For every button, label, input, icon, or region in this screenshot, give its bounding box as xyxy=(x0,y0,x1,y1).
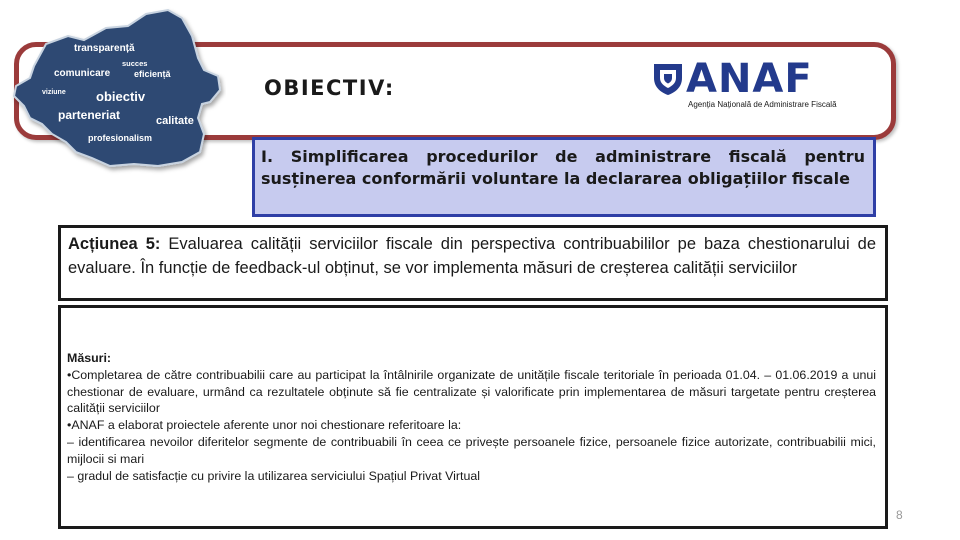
map-word-2: succes xyxy=(122,59,148,68)
map-word-4: eficiență xyxy=(134,69,171,79)
map-word-8: calitate xyxy=(156,115,194,127)
map-word-5: viziune xyxy=(42,89,66,96)
objective-box xyxy=(252,137,876,217)
measures-title: Măsuri: xyxy=(67,351,112,365)
anaf-logo xyxy=(650,56,870,112)
measure-item: – gradul de satisfacție cu privire la utilizarea serviciului Spațiul Privat Virtual xyxy=(67,468,480,483)
map-word-6: obiectiv xyxy=(96,89,146,104)
anaf-subtitle: Agenția Națională de Administrare Fiscală xyxy=(688,100,837,109)
map-word-1: transparență xyxy=(74,43,135,54)
map-word-9: profesionalism xyxy=(88,133,153,143)
objectiv-heading: OBIECTIV: xyxy=(264,76,395,100)
measures-box xyxy=(58,305,888,529)
map-word-7: parteneriat xyxy=(58,108,121,122)
romania-map-icon xyxy=(6,6,226,176)
measure-item: – identificarea nevoilor diferitelor segmente de contribuabili în ceea ce privește persoanele fizice, persoanele fizice autorizate, contribuabilii mici, mijlocii si mari xyxy=(67,434,876,466)
objective-text: I. Simplificarea procedurilor de administrare fiscală pentru susținerea conformării voluntare la declararea obligațiilor fiscale xyxy=(261,147,865,188)
anaf-shield-icon xyxy=(652,62,684,96)
measure-item: •ANAF a elaborat proiectele aferente unor noi chestionare referitoare la: xyxy=(67,418,462,433)
map-word-3: comunicare xyxy=(54,68,111,79)
measure-item: •Completarea de către contribuabilii care au participat la întâlnirile organizate de unitățile fiscale teritoriale în perioada 01.04. – 01.06.2019 a unui chestionar de evaluare, urmând ca rezultatele obținute să fie centralizate și valorificate prin implementarea de măsuri targetate pentru creșterea calității serviciilor xyxy=(67,367,876,416)
action-text: Evaluarea calității serviciilor fiscale din perspectiva contribuabililor pe baza chestionarului de evaluare. În funcție de feedback-ul obținut, se vor implementa măsuri de creșterea calității serviciilor xyxy=(68,235,877,277)
anaf-brand-text: ANAF xyxy=(686,56,813,102)
action-box xyxy=(58,225,888,301)
romania-map-graphic xyxy=(6,6,226,176)
page-number: 8 xyxy=(896,508,903,522)
action-label: Acțiunea 5: xyxy=(68,235,161,253)
